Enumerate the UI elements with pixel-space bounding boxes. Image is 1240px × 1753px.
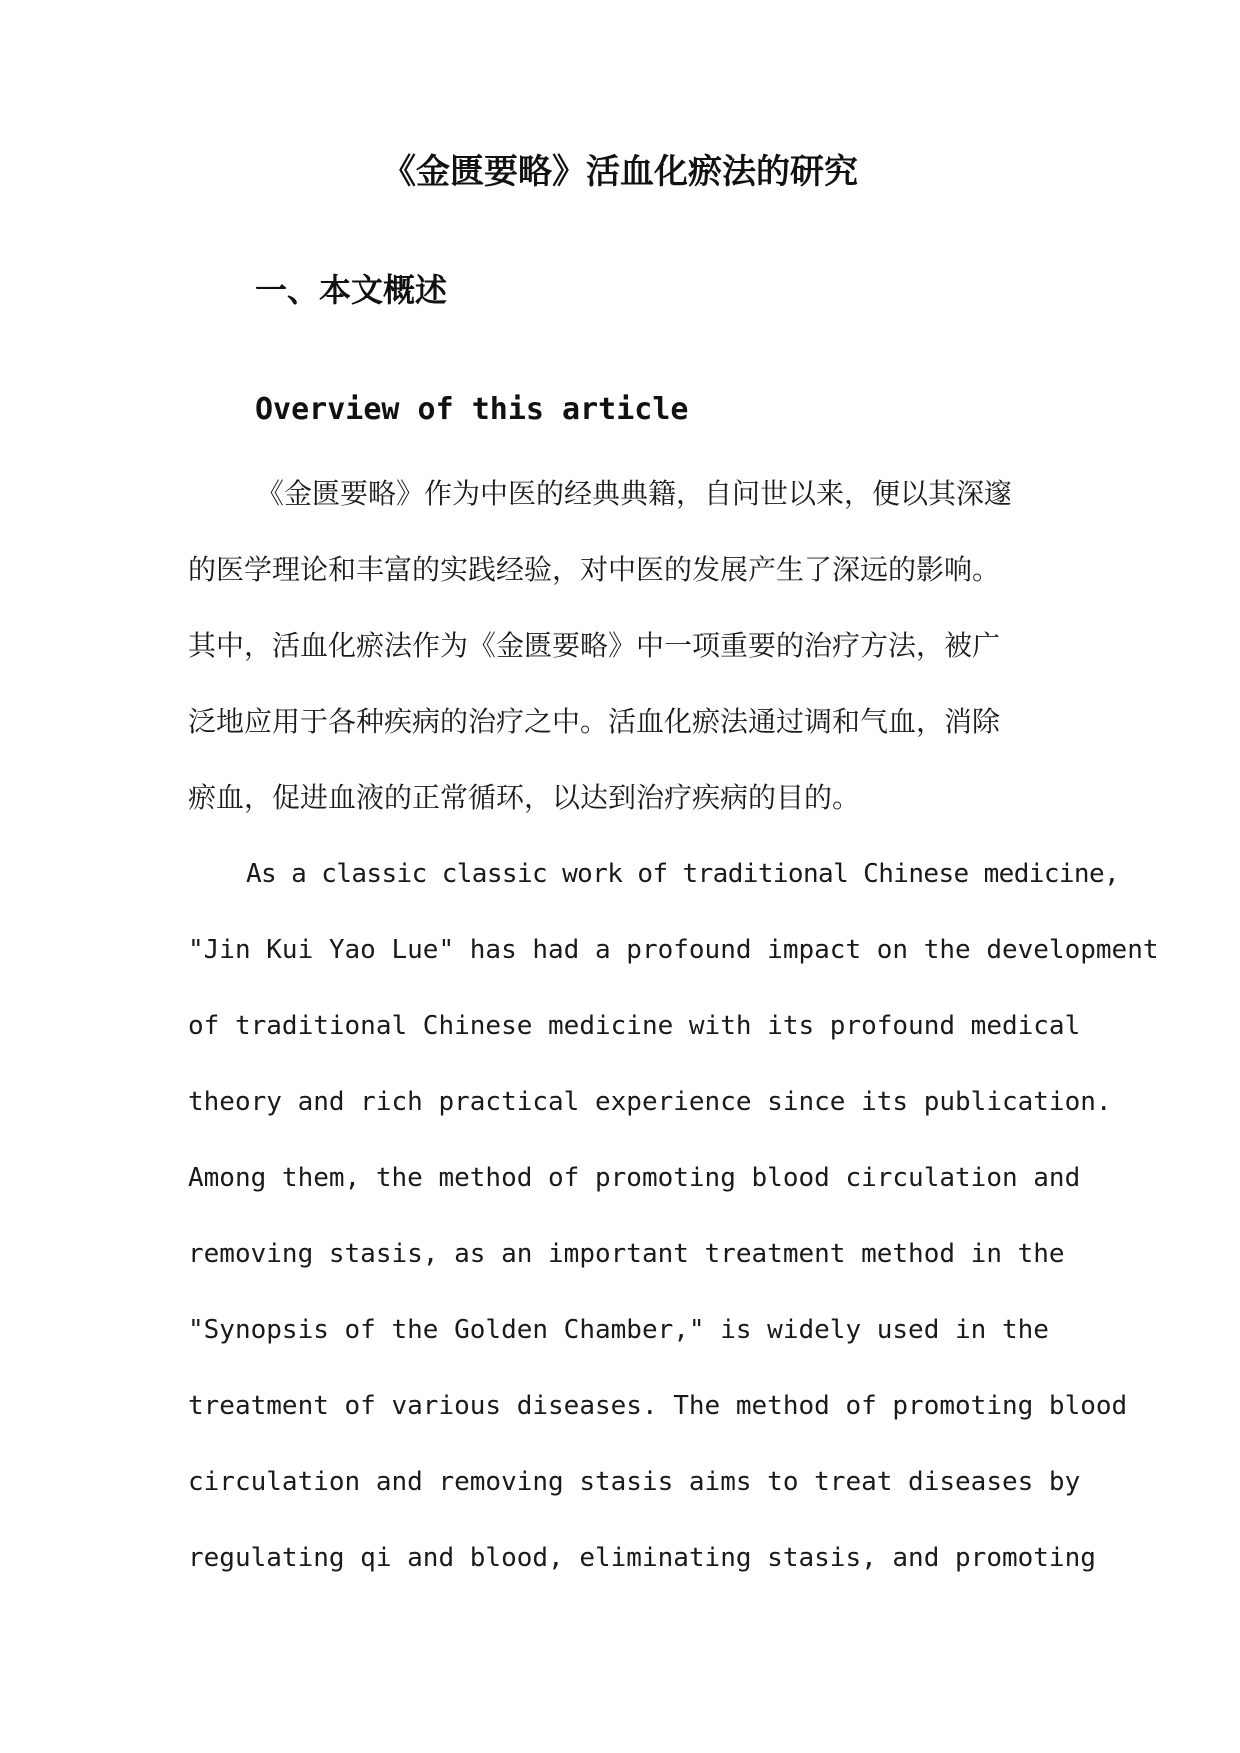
english-paragraph (188, 852, 1159, 1612)
chinese-paragraph-line: 的医学理论和丰富的实践经验，对中医的发展产生了深远的影响。 (188, 553, 1001, 586)
english-paragraph-line: regulating qi and blood, eliminating stasis, and promoting (188, 1543, 1096, 1573)
english-paragraph-line: treatment of various diseases. The method of promoting blood (188, 1391, 1128, 1421)
english-paragraph-line: Among them, the method of promoting blood circulation and (188, 1163, 1081, 1193)
english-paragraph-line: theory and rich practical experience since its publication. (188, 1087, 1112, 1117)
english-paragraph-line: circulation and removing stasis aims to treat diseases by (188, 1467, 1081, 1497)
english-paragraph-line: As a classic classic work of traditional Chinese medicine, (246, 859, 1120, 889)
chinese-paragraph-line: 瘀血，促进血液的正常循环，以达到治疗疾病的目的。 (188, 781, 861, 814)
english-paragraph-line: "Jin Kui Yao Lue" has had a profound impact on the development (188, 935, 1159, 965)
chinese-paragraph-line: 泛地应用于各种疾病的治疗之中。活血化瘀法通过调和气血，消除 (188, 705, 1001, 738)
english-paragraph-line: of traditional Chinese medicine with its profound medical (188, 1011, 1081, 1041)
chinese-paragraph-line: 《金匮要略》作为中医的经典典籍，自问世以来，便以其深邃 (256, 477, 1013, 510)
chinese-paragraph (188, 470, 1058, 850)
english-paragraph-line: removing stasis, as an important treatment method in the (188, 1239, 1065, 1269)
chinese-paragraph-line: 其中，活血化瘀法作为《金匮要略》中一项重要的治疗方法，被广 (188, 629, 1001, 662)
document-title: 《金匮要略》活血化瘀法的研究 (382, 152, 858, 192)
english-paragraph-line: "Synopsis of the Golden Chamber," is widely used in the (188, 1315, 1049, 1345)
section-heading-english: Overview of this article (255, 392, 689, 427)
section-heading-chinese: 一、本文概述 (255, 271, 448, 309)
